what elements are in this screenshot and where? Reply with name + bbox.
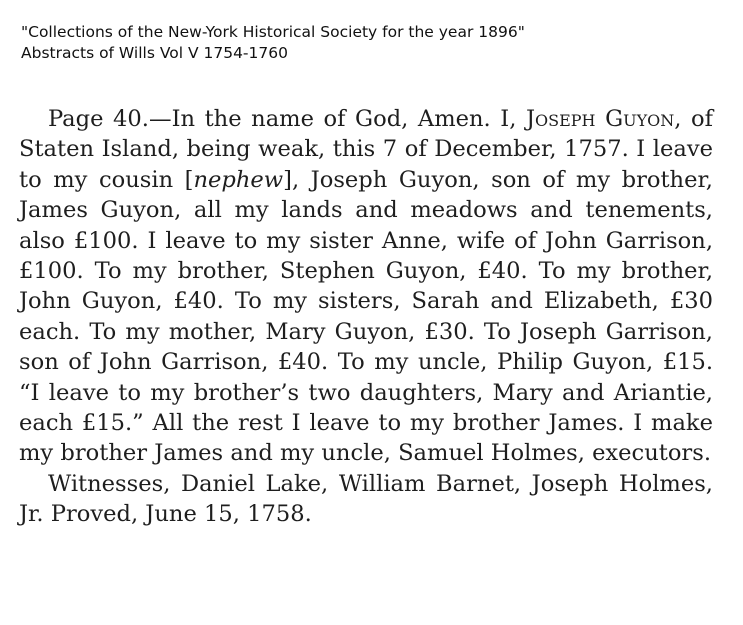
- entry-text-end: ], Joseph Guyon, son of my brother, James Guyon, all my lands and meadows and tenements, also £100. I leave to my sister Anne, wife of John Garrison, £100. To my brother, Stephen Guyon, £40. To my brother, John Guyon, £40. To my sisters, Sarah and Elizabeth, £30 each. To my mother, Mary Guyon, £30. To Joseph Garrison, son of John Garrison, £40. To my uncle, Philip Guyon, £15. “I leave to my brother’s two daughters, Mary and Ariantie, each £15.” All the rest I leave to my brother James. I make my brother James and my uncle, Samuel Holmes, executors.: [19, 166, 713, 467]
- source-subtitle: Abstracts of Wills Vol V 1754-1760: [21, 44, 288, 62]
- source-citation: [21, 22, 525, 64]
- source-title: "Collections of the New-York Historical Society for the year 1896": [21, 23, 525, 41]
- testator-first-name: Joseph: [525, 106, 596, 132]
- entry-text-start: Page 40.—In the name of God, Amen. I,: [48, 106, 526, 132]
- testator-last-name: Guyon: [605, 106, 675, 132]
- entry-text-mid: , of Staten Island, being weak, this 7 of December, 1757. I leave to my cousin [: [19, 106, 713, 193]
- italic-word: nephew: [193, 166, 284, 193]
- witnesses-paragraph: Witnesses, Daniel Lake, William Barnet, Joseph Holmes, Jr. Proved, June 15, 1758.: [19, 470, 713, 528]
- entry-space: [596, 106, 606, 132]
- will-paragraph: [19, 104, 713, 469]
- will-abstract: [19, 104, 713, 530]
